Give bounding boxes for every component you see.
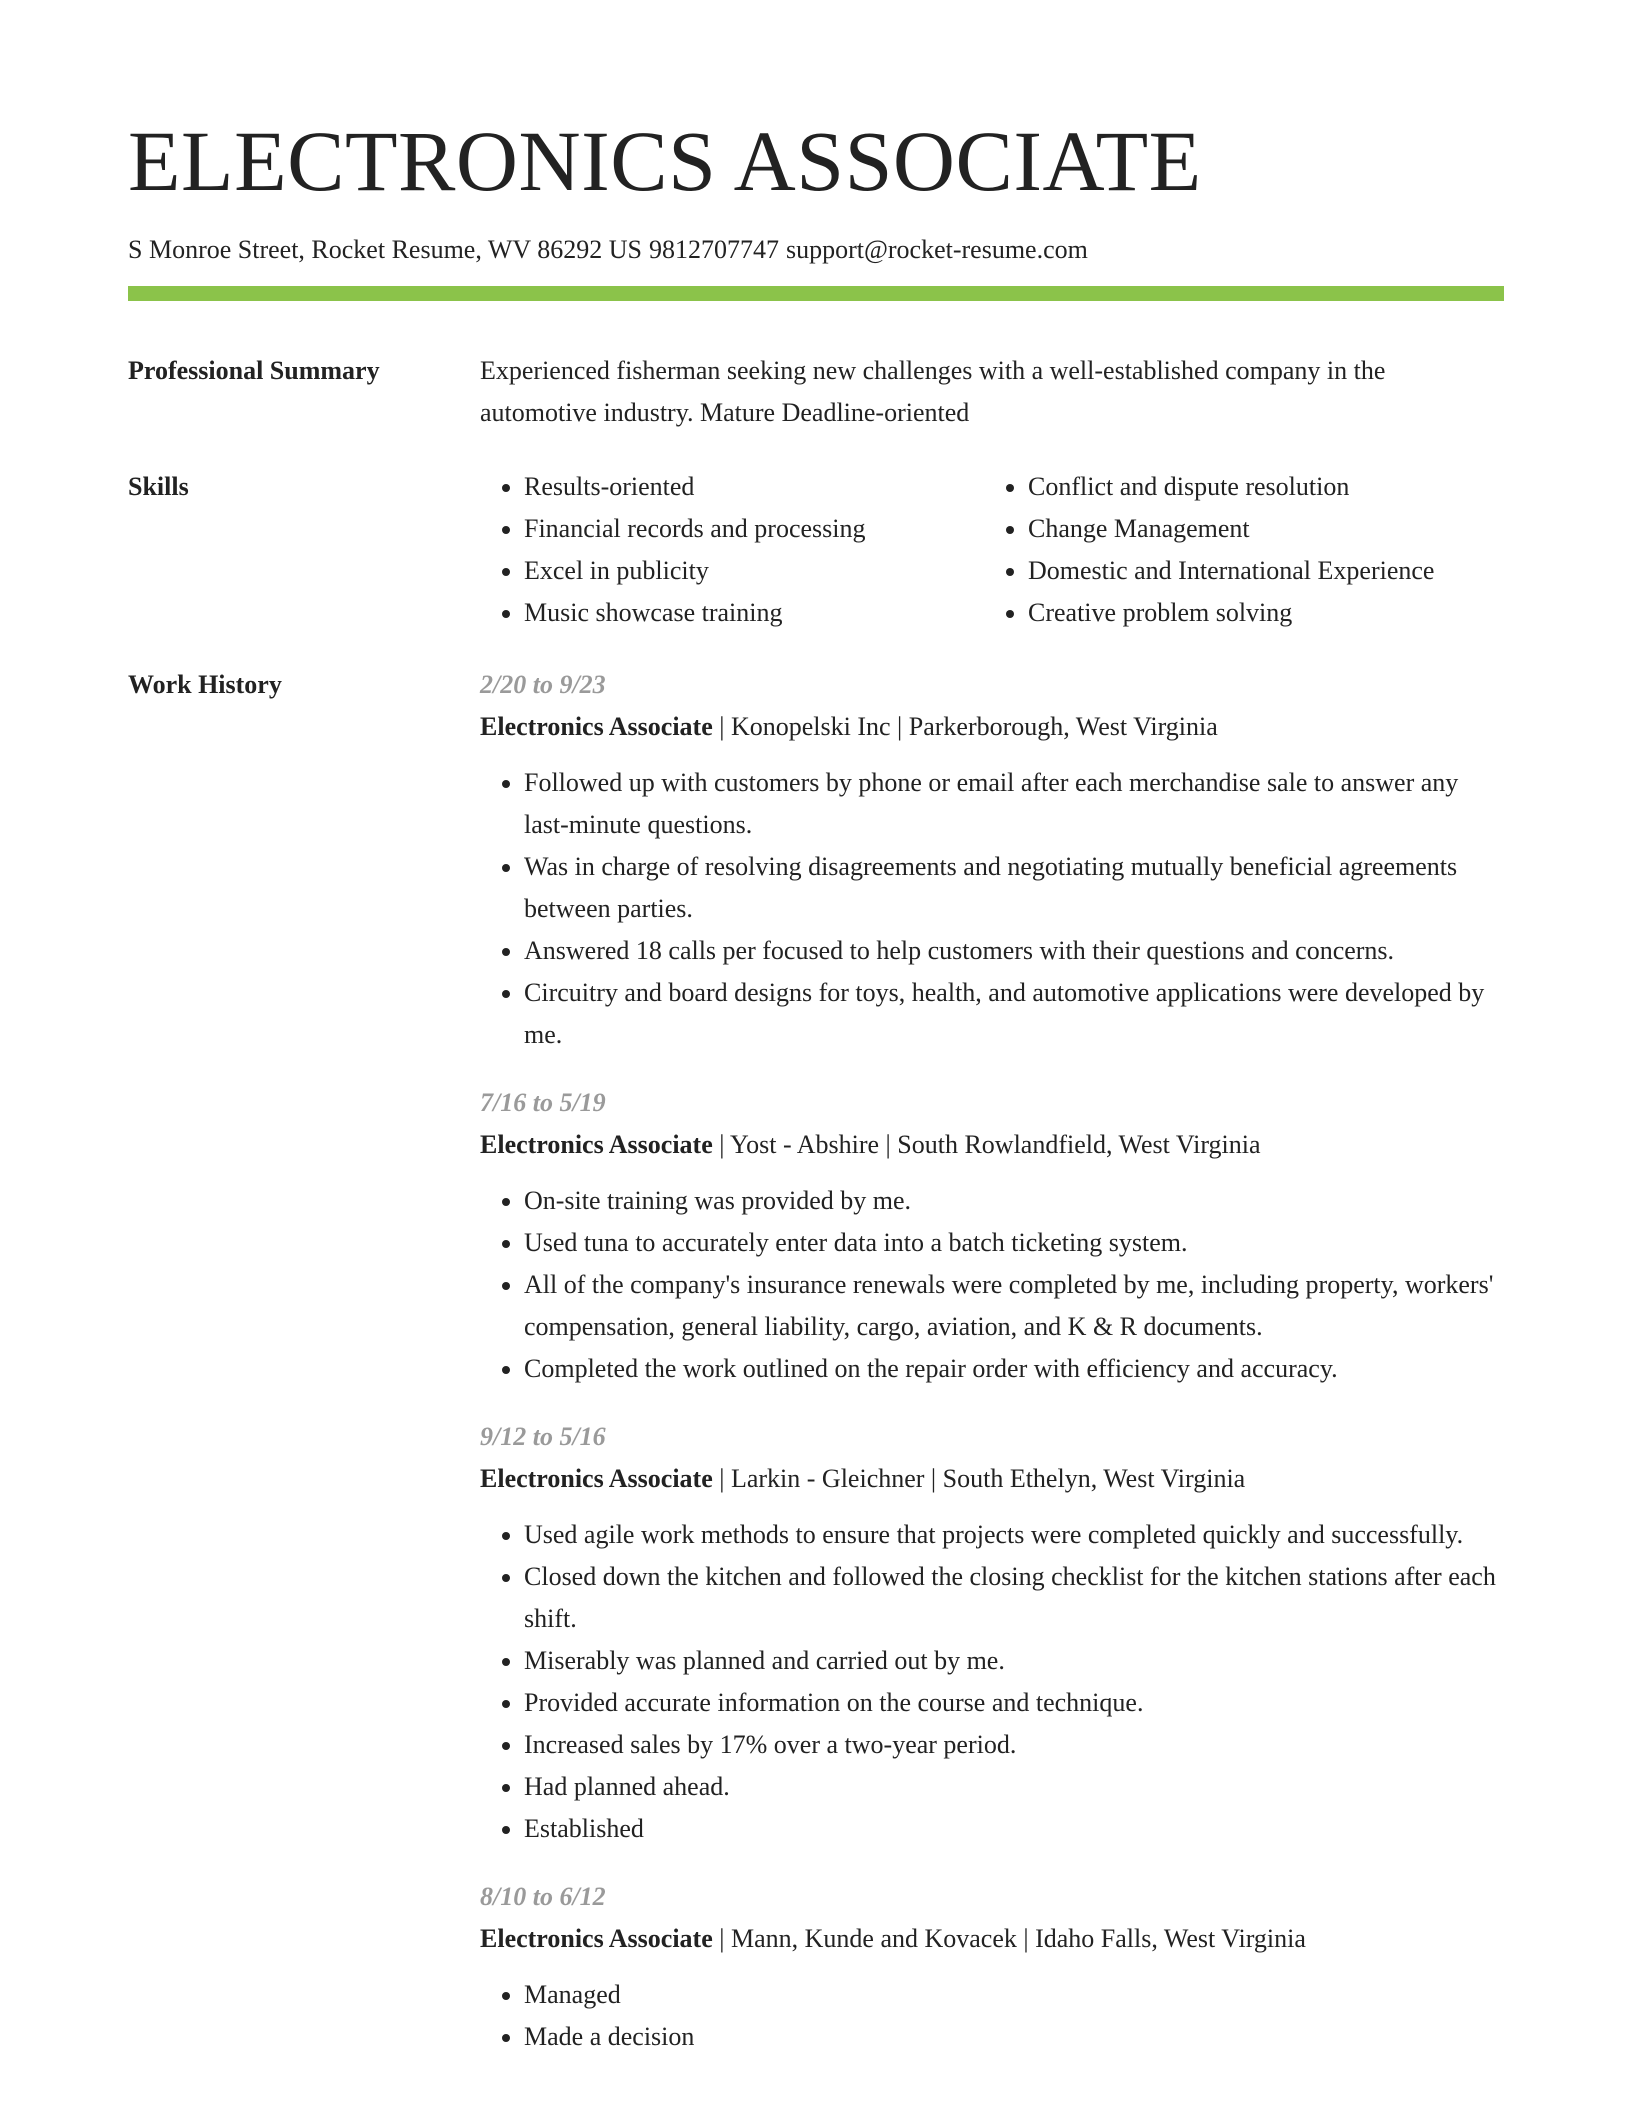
job-title: Electronics Associate bbox=[480, 1464, 713, 1493]
skill-item: • Music showcase training bbox=[524, 592, 984, 634]
skill-item: • Conflict and dispute resolution bbox=[1028, 466, 1488, 508]
job-details: | Larkin - Gleichner | South Ethelyn, West Virginia bbox=[712, 1464, 1246, 1493]
job-bullet: • Used tuna to accurately enter data into a batch ticketing system. bbox=[524, 1222, 1504, 1264]
resume-name: ELECTRONICS ASSOCIATE bbox=[128, 113, 1202, 209]
job-dates: 8/10 to 6/12 bbox=[480, 1882, 606, 1911]
job-heading bbox=[480, 1918, 1504, 1960]
job-entry bbox=[480, 664, 1504, 1056]
skill-item: • Creative problem solving bbox=[1028, 592, 1488, 634]
skill-item: • Financial records and processing bbox=[524, 508, 984, 550]
job-bullet: • Miserably was planned and carried out by me. bbox=[524, 1640, 1504, 1682]
job-entry bbox=[480, 1416, 1504, 1850]
job-bullet: • On-site training was provided by me. bbox=[524, 1180, 1504, 1222]
job-title: Electronics Associate bbox=[480, 1130, 713, 1159]
contact-email: support@rocket-resume.com bbox=[785, 235, 1088, 264]
work-label: Work History bbox=[128, 670, 282, 699]
job-details: | Yost - Abshire | South Rowlandfield, West Virginia bbox=[712, 1130, 1261, 1159]
job-bullet: • Made a decision bbox=[524, 2016, 1504, 2058]
summary-label: Professional Summary bbox=[128, 356, 380, 385]
job-details: | Mann, Kunde and Kovacek | Idaho Falls, West Virginia bbox=[712, 1924, 1306, 1953]
summary-text: Experienced fisherman seeking new challenges with a well-established company in the automotive industry. Mature Deadline-oriented bbox=[480, 356, 1386, 427]
job-bullets bbox=[480, 762, 1504, 1056]
skill-item: • Excel in publicity bbox=[524, 550, 984, 592]
job-details: | Konopelski Inc | Parkerborough, West Virginia bbox=[712, 712, 1218, 741]
job-dates: 7/16 to 5/19 bbox=[480, 1088, 606, 1117]
job-heading bbox=[480, 1124, 1504, 1166]
job-bullets bbox=[480, 1514, 1504, 1850]
skills-body bbox=[480, 466, 1504, 634]
job-bullet: • Was in charge of resolving disagreements and negotiating mutually beneficial agreements between parties. bbox=[524, 846, 1504, 930]
work-body bbox=[480, 664, 1504, 2084]
job-title: Electronics Associate bbox=[480, 1924, 713, 1953]
job-bullet: • Completed the work outlined on the repair order with efficiency and accuracy. bbox=[524, 1348, 1504, 1390]
job-bullets bbox=[480, 1180, 1504, 1390]
job-bullet: • Followed up with customers by phone or email after each merchandise sale to answer any last-minute questions. bbox=[524, 762, 1504, 846]
contact-address: S Monroe Street, Rocket Resume, WV 86292 US bbox=[128, 235, 642, 264]
contact-line bbox=[128, 232, 1095, 268]
skills-columns bbox=[480, 466, 1504, 634]
skill-item: • Results-oriented bbox=[524, 466, 984, 508]
skills-list-left bbox=[480, 466, 984, 634]
summary-body bbox=[480, 350, 1504, 434]
job-bullet: • Established bbox=[524, 1808, 1504, 1850]
job-entry bbox=[480, 1082, 1504, 1390]
job-heading bbox=[480, 1458, 1504, 1500]
job-heading bbox=[480, 706, 1504, 748]
header-divider bbox=[128, 286, 1504, 301]
job-bullet: • All of the company's insurance renewals were completed by me, including property, workers' compensation, general liability, cargo, aviation, and K & R documents. bbox=[524, 1264, 1504, 1348]
job-dates: 9/12 to 5/16 bbox=[480, 1422, 606, 1451]
skills-list-right bbox=[984, 466, 1488, 634]
job-bullet: • Managed bbox=[524, 1974, 1504, 2016]
job-bullet: • Provided accurate information on the course and technique. bbox=[524, 1682, 1504, 1724]
skill-item: • Change Management bbox=[1028, 508, 1488, 550]
job-bullet: • Used agile work methods to ensure that projects were completed quickly and successfully. bbox=[524, 1514, 1504, 1556]
skills-label: Skills bbox=[128, 472, 189, 501]
job-bullet: • Had planned ahead. bbox=[524, 1766, 1504, 1808]
job-bullet: • Closed down the kitchen and followed the closing checklist for the kitchen stations after each shift. bbox=[524, 1556, 1504, 1640]
job-dates: 2/20 to 9/23 bbox=[480, 670, 606, 699]
job-bullet: • Circuitry and board designs for toys, health, and automotive applications were developed by me. bbox=[524, 972, 1504, 1056]
job-bullet: • Answered 18 calls per focused to help customers with their questions and concerns. bbox=[524, 930, 1504, 972]
skill-item: • Domestic and International Experience bbox=[1028, 550, 1488, 592]
job-title: Electronics Associate bbox=[480, 712, 713, 741]
contact-phone: 9812707747 bbox=[648, 235, 779, 264]
job-bullets bbox=[480, 1974, 1504, 2058]
job-bullet: • Increased sales by 17% over a two-year period. bbox=[524, 1724, 1504, 1766]
job-entry bbox=[480, 1876, 1504, 2058]
